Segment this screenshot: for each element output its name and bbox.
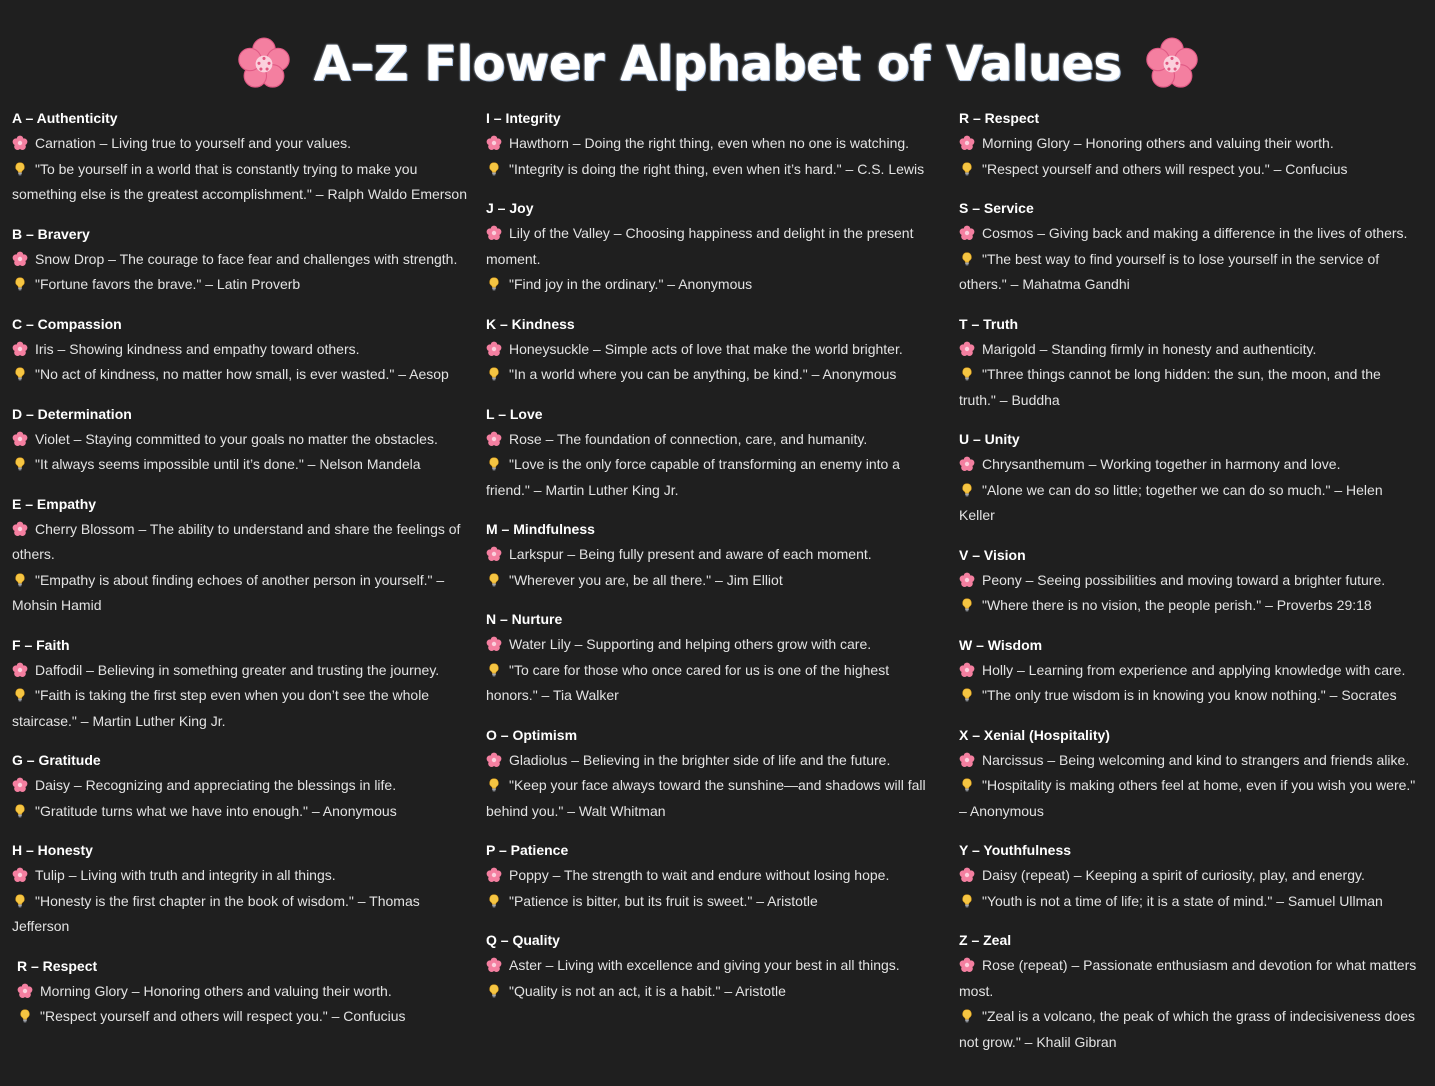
quote-line: [12, 452, 474, 478]
blossom-icon: [486, 135, 502, 151]
value-entry: [959, 427, 1421, 529]
value-heading: J – Joy: [486, 200, 534, 216]
flower-text: Chrysanthemum – Working together in harmony and love.: [982, 456, 1341, 472]
quote-line: [12, 157, 474, 208]
quote-text: "Where there is no vision, the people perish." – Proverbs 29:18: [982, 597, 1372, 613]
quote-line: [12, 683, 474, 734]
value-entry: [12, 954, 474, 1030]
quote-line: [486, 157, 942, 183]
value-entry: [486, 928, 942, 1004]
quote-text: "Zeal is a volcano, the peak of which the grass of indecisiveness does not grow." – Khalil Gibran: [959, 1008, 1415, 1050]
value-entry: [959, 106, 1421, 182]
quote-line: [486, 773, 942, 824]
lightbulb-icon: [12, 276, 28, 292]
page-title: A–Z Flower Alphabet of Values: [313, 36, 1122, 92]
value-entry: [959, 633, 1421, 709]
value-entry: [486, 723, 942, 825]
value-entry: [12, 402, 474, 478]
flower-line: [959, 568, 1421, 594]
flower-text: Gladiolus – Believing in the brighter side of life and the future.: [509, 751, 891, 768]
quote-line: [959, 1004, 1421, 1055]
blossom-icon: [12, 135, 28, 151]
lightbulb-icon: [12, 893, 28, 909]
lightbulb-icon: [12, 161, 28, 177]
flower-line: [959, 221, 1421, 247]
quote-text: "Empathy is about finding echoes of another person in yourself." – Mohsin Hamid: [12, 571, 445, 613]
flower-text: Holly – Learning from experience and applying knowledge with care.: [982, 661, 1406, 678]
flower-line: [486, 632, 942, 658]
flower-line: [486, 131, 942, 157]
lightbulb-icon: [959, 161, 975, 177]
quote-line: [959, 593, 1421, 619]
lightbulb-icon: [12, 456, 28, 472]
value-entry: [486, 196, 942, 298]
quote-text: "Love is the only force capable of transforming an enemy into a friend." – Martin Luther King Jr.: [486, 456, 900, 498]
lightbulb-icon: [486, 893, 502, 909]
lightbulb-icon: [959, 366, 975, 382]
value-heading: M – Mindfulness: [486, 521, 595, 537]
blossom-icon: [959, 662, 975, 678]
value-heading: L – Love: [486, 405, 543, 422]
blossom-icon: [486, 752, 502, 768]
flower-line: [959, 337, 1421, 363]
quote-line: [959, 478, 1421, 529]
quote-line: [959, 247, 1421, 298]
quote-text: "Keep your face always toward the sunshine—and shadows will fall behind you." – Walt Whitman: [486, 777, 926, 819]
blossom-icon: [959, 135, 975, 151]
flower-text: Larkspur – Being fully present and aware of each moment.: [509, 546, 872, 562]
quote-line: [486, 979, 942, 1005]
flower-text: Morning Glory – Honoring others and valuing their worth.: [40, 982, 392, 999]
flower-line: [959, 953, 1421, 1004]
quote-line: [486, 568, 942, 594]
flower-line: [959, 452, 1421, 478]
quote-line: [959, 889, 1421, 915]
lightbulb-icon: [959, 597, 975, 613]
quote-text: "Fortune favors the brave." – Latin Proverb: [35, 276, 301, 292]
blossom-icon: [12, 431, 28, 447]
flower-line: [12, 773, 474, 799]
quote-text: "Respect yourself and others will respect you." – Confucius: [982, 160, 1348, 177]
quote-text: "Hospitality is making others feel at home, even if you wish you were." – Anonymous: [959, 777, 1416, 819]
blossom-icon: [486, 867, 502, 883]
quote-text: "It always seems impossible until it’s done." – Nelson Mandela: [35, 456, 421, 472]
lightbulb-icon: [486, 662, 502, 678]
lightbulb-icon: [486, 161, 502, 177]
value-heading: Z – Zeal: [959, 932, 1012, 948]
blossom-icon: [486, 636, 502, 652]
value-entry: [486, 838, 942, 914]
lightbulb-icon: [959, 482, 975, 498]
blossom-icon: [12, 521, 28, 537]
flower-line: [959, 658, 1421, 684]
blossom-icon: [12, 662, 28, 678]
flower-text: Peony – Seeing possibilities and moving toward a brighter future.: [982, 571, 1386, 588]
lightbulb-icon: [12, 366, 28, 382]
quote-line: [486, 658, 942, 709]
quote-line: [486, 452, 942, 503]
value-heading: S – Service: [959, 200, 1034, 216]
flower-text: Daffodil – Believing in something greater and trusting the journey.: [35, 661, 440, 678]
column-2: [486, 106, 942, 1018]
quote-text: "Faith is taking the first step even when you don’t see the whole staircase." – Martin Luther King Jr.: [12, 687, 430, 729]
flower-text: Carnation – Living true to yourself and your values.: [35, 135, 351, 151]
quote-line: [959, 773, 1421, 824]
lightbulb-icon: [959, 777, 975, 793]
value-heading: G – Gratitude: [12, 752, 101, 768]
blossom-icon: [17, 983, 33, 999]
value-heading: X – Xenial (Hospitality): [959, 726, 1110, 743]
quote-text: "Integrity is doing the right thing, even when it’s hard." – C.S. Lewis: [509, 160, 925, 177]
lightbulb-icon: [959, 1008, 975, 1024]
flower-text: Poppy – The strength to wait and endure without losing hope.: [509, 867, 890, 883]
flower-line: [959, 748, 1421, 774]
value-heading: B – Bravery: [12, 225, 90, 242]
value-entry: [959, 196, 1421, 298]
value-heading: W – Wisdom: [959, 636, 1043, 653]
quote-text: "The only true wisdom is in knowing you know nothing." – Socrates: [982, 687, 1397, 703]
lightbulb-icon: [486, 777, 502, 793]
lightbulb-icon: [486, 456, 502, 472]
flower-text: Tulip – Living with truth and integrity in all things.: [35, 867, 336, 883]
flower-line: [12, 863, 474, 889]
value-heading: V – Vision: [959, 546, 1026, 563]
value-entry: [12, 222, 474, 298]
quote-text: "To be yourself in a world that is constantly trying to make you something else is the greatest accomplishment." – Ralph Waldo Emerson: [12, 160, 467, 202]
quote-text: "Youth is not a time of life; it is a state of mind." – Samuel Ullman: [982, 892, 1383, 909]
value-heading: Q – Quality: [486, 932, 560, 948]
flower-text: Daisy – Recognizing and appreciating the blessings in life.: [35, 777, 397, 793]
flower-text: Rose (repeat) – Passionate enthusiasm and devotion for what matters most.: [959, 957, 1417, 999]
lightbulb-icon: [12, 803, 28, 819]
flower-text: Violet – Staying committed to your goals no matter the obstacles.: [35, 430, 438, 447]
quote-text: "Quality is not an act, it is a habit." – Aristotle: [509, 982, 786, 999]
value-heading: I – Integrity: [486, 110, 561, 126]
value-heading: Y – Youthfulness: [959, 842, 1072, 858]
quote-line: [959, 362, 1421, 413]
quote-line: [12, 889, 474, 940]
flower-text: Marigold – Standing firmly in honesty and authenticity.: [982, 340, 1317, 357]
flower-text: Iris – Showing kindness and empathy toward others.: [35, 340, 360, 357]
flower-text: Hawthorn – Doing the right thing, even when no one is watching.: [509, 135, 910, 151]
value-heading: C – Compassion: [12, 315, 122, 332]
quote-text: "To care for those who once cared for us is one of the highest honors." – Tia Walker: [486, 661, 890, 703]
flower-line: [486, 953, 942, 979]
blossom-icon: [236, 36, 292, 92]
quote-text: "Three things cannot be long hidden: the sun, the moon, and the truth." – Buddha: [959, 366, 1381, 408]
lightbulb-icon: [959, 251, 975, 267]
flower-line: [12, 247, 474, 273]
flower-line: [17, 979, 474, 1005]
value-heading: A – Authenticity: [12, 110, 118, 126]
blossom-icon: [12, 867, 28, 883]
lightbulb-icon: [486, 276, 502, 292]
value-entry: [959, 723, 1421, 825]
value-entry: [12, 633, 474, 735]
value-entry: [12, 492, 474, 619]
value-heading: H – Honesty: [12, 842, 93, 858]
lightbulb-icon: [959, 687, 975, 703]
quote-line: [12, 568, 474, 619]
blossom-icon: [959, 225, 975, 241]
flower-text: Water Lily – Supporting and helping others grow with care.: [509, 636, 872, 652]
blossom-icon: [959, 341, 975, 357]
flower-line: [12, 337, 474, 363]
column-1: [12, 106, 474, 1044]
value-entry: [959, 838, 1421, 914]
value-heading: N – Nurture: [486, 611, 563, 627]
flower-line: [486, 221, 942, 272]
flower-line: [486, 337, 942, 363]
flower-text: Cosmos – Giving back and making a difference in the lives of others.: [982, 225, 1408, 241]
flower-text: Aster – Living with excellence and giving your best in all things.: [509, 957, 900, 973]
quote-text: "Wherever you are, be all there." – Jim Elliot: [509, 571, 783, 588]
flower-text: Snow Drop – The courage to face fear and challenges with strength.: [35, 250, 458, 267]
title-row: [0, 28, 1435, 100]
value-entry: [959, 312, 1421, 414]
quote-text: "Honesty is the first chapter in the book of wisdom." – Thomas Jefferson: [12, 892, 420, 934]
blossom-icon: [486, 431, 502, 447]
quote-line: [12, 362, 474, 388]
value-entry: [12, 838, 474, 940]
lightbulb-icon: [12, 687, 28, 703]
quote-line: [486, 889, 942, 915]
value-entry: [959, 543, 1421, 619]
flower-line: [486, 427, 942, 453]
value-entry: [12, 312, 474, 388]
quote-line: [486, 272, 942, 298]
flower-line: [959, 863, 1421, 889]
lightbulb-icon: [486, 983, 502, 999]
quote-text: "In a world where you can be anything, be kind." – Anonymous: [509, 366, 897, 382]
value-entry: [486, 312, 942, 388]
flower-text: Daisy (repeat) – Keeping a spirit of curiosity, play, and energy.: [982, 867, 1365, 883]
value-entry: [486, 517, 942, 593]
blossom-icon: [12, 341, 28, 357]
value-entry: [12, 106, 474, 208]
value-entry: [486, 607, 942, 709]
flower-text: Cherry Blossom – The ability to understand and share the feelings of others.: [12, 520, 461, 562]
value-heading: K – Kindness: [486, 315, 575, 332]
value-entry: [486, 402, 942, 504]
blossom-icon: [486, 341, 502, 357]
blossom-icon: [959, 572, 975, 588]
value-entry: [959, 928, 1421, 1055]
value-heading: E – Empathy: [12, 495, 97, 512]
flower-text: Lily of the Valley – Choosing happiness and delight in the present moment.: [486, 225, 914, 267]
quote-text: "Alone we can do so little; together we can do so much." – Helen Keller: [959, 481, 1383, 523]
flower-line: [486, 542, 942, 568]
flower-line: [486, 748, 942, 774]
blossom-icon: [959, 752, 975, 768]
quote-text: "Respect yourself and others will respect you." – Confucius: [40, 1008, 406, 1024]
value-heading: F – Faith: [12, 636, 70, 653]
lightbulb-icon: [959, 893, 975, 909]
blossom-icon: [12, 777, 28, 793]
flower-text: Honeysuckle – Simple acts of love that make the world brighter.: [509, 340, 903, 357]
quote-line: [486, 362, 942, 388]
flower-text: Morning Glory – Honoring others and valuing their worth.: [982, 135, 1334, 151]
flower-text: Narcissus – Being welcoming and kind to strangers and friends alike.: [982, 751, 1410, 768]
quote-text: "Gratitude turns what we have into enough." – Anonymous: [35, 802, 397, 819]
flower-line: [12, 517, 474, 568]
quote-line: [17, 1004, 474, 1030]
quote-line: [959, 683, 1421, 709]
value-heading: U – Unity: [959, 431, 1020, 447]
lightbulb-icon: [17, 1008, 33, 1024]
value-heading: R – Respect: [17, 957, 98, 974]
value-heading: O – Optimism: [486, 726, 578, 743]
blossom-icon: [959, 957, 975, 973]
flower-line: [959, 131, 1421, 157]
quote-line: [959, 157, 1421, 183]
value-heading: R – Respect: [959, 110, 1040, 126]
quote-text: "No act of kindness, no matter how small, is ever wasted." – Aesop: [35, 366, 449, 382]
quote-line: [12, 799, 474, 825]
value-heading: D – Determination: [12, 405, 132, 422]
quote-text: "Patience is bitter, but its fruit is sweet." – Aristotle: [509, 892, 818, 909]
blossom-icon: [12, 251, 28, 267]
blossom-icon: [486, 225, 502, 241]
flower-line: [486, 863, 942, 889]
lightbulb-icon: [12, 572, 28, 588]
value-entry: [12, 748, 474, 824]
blossom-icon: [959, 867, 975, 883]
value-heading: T – Truth: [959, 315, 1019, 332]
quote-line: [12, 272, 474, 298]
flower-line: [12, 658, 474, 684]
flower-text: Rose – The foundation of connection, care, and humanity.: [509, 430, 868, 447]
lightbulb-icon: [486, 366, 502, 382]
flower-line: [12, 427, 474, 453]
value-entry: [486, 106, 942, 182]
blossom-icon: [959, 456, 975, 472]
flower-line: [12, 131, 474, 157]
lightbulb-icon: [486, 572, 502, 588]
blossom-icon: [486, 957, 502, 973]
blossom-icon: [1144, 36, 1200, 92]
value-heading: P – Patience: [486, 842, 569, 858]
quote-text: "The best way to find yourself is to lose yourself in the service of others." – Mahatma Gandhi: [959, 250, 1380, 292]
column-3: [959, 106, 1421, 1069]
quote-text: "Find joy in the ordinary." – Anonymous: [509, 276, 753, 292]
blossom-icon: [486, 546, 502, 562]
